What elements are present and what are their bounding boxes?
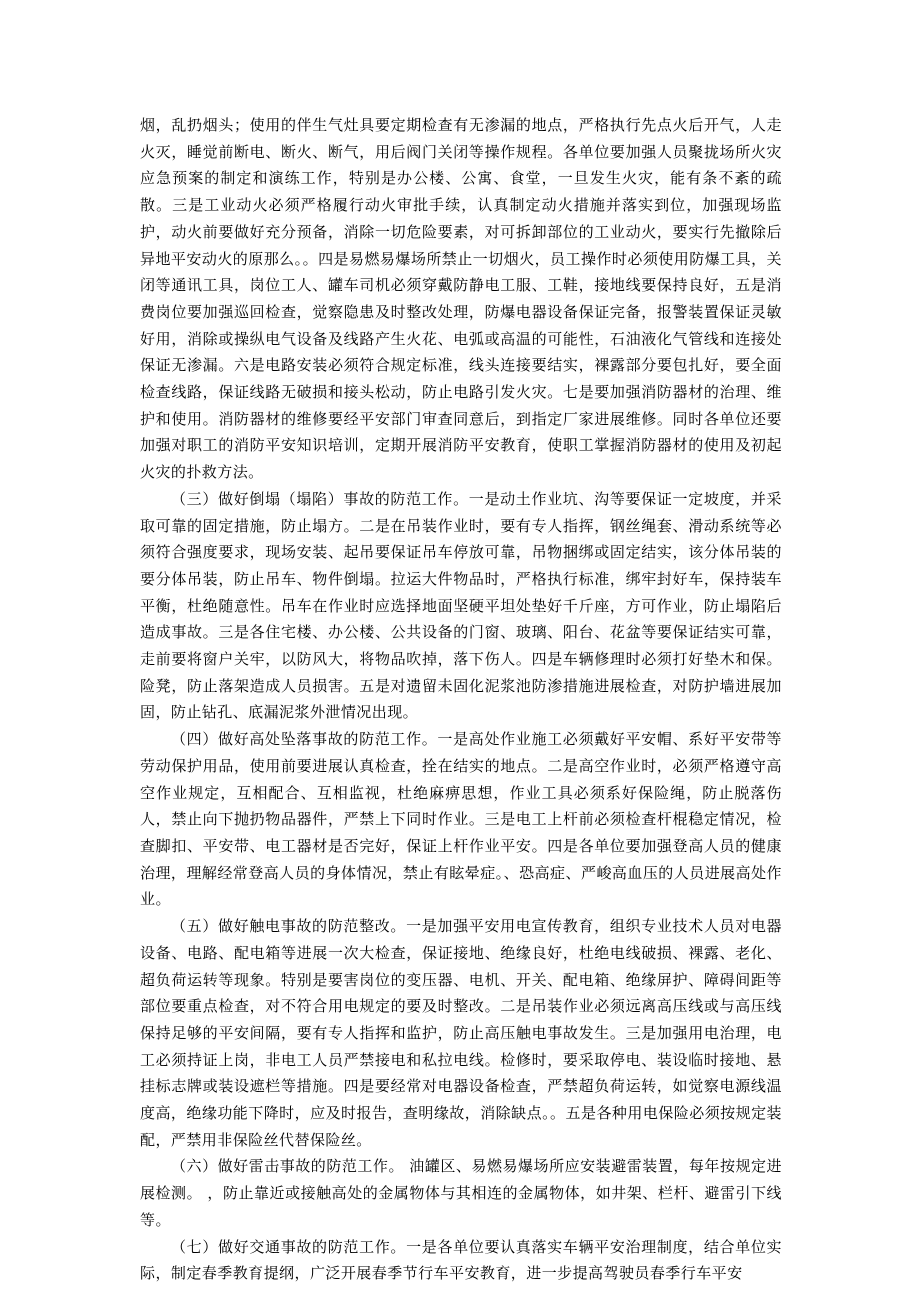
paragraph-electric-shock-prevention: （五）做好触电事故的防范整改。一是加强平安用电宣传教育，组织专业技术人员对电器设备、电路、配电箱等进展一次大检查，保证接地、绝缘良好，杜绝电线破损、裸露、老化、超负荷运转等现象。特别是要害岗位的变压器、电机、开关、配电箱、绝缘屏护、障碍间距等部位要重点检查，对不符合用电规定的要及时整改。二是吊装作业必须远离高压线或与高压线保持足够的平安间隔，要有专人指挥和监护，防止高压触电事故发生。三是加强用电治理，电工必须持证上岗，非电工人员严禁接电和私拉电线。检修时，要采取停电、装设临时接地、悬挂标志牌或装设遮栏等措施。四是要经常对电器设备检查，严禁超负荷运转，如觉察电源线温度高，绝缘功能下降时，应及时报告，查明缘故，消除缺点。。五是各种用电保险必须按规定装配，严禁用非保险丝代替保险丝。 <box>140 917 782 1149</box>
paragraph-fire-prevention-continued: 烟，乱扔烟头；使用的伴生气灶具要定期检查有无渗漏的地点，严格执行先点火后开气，人走火灭，睡觉前断电、断火、断气，用后阀门关闭等操作规程。各单位要加强人员聚拢场所火灾应急预案的制定和演练工作，特别是办公楼、公寓、食堂，一旦发生火灾，能有条不紊的疏散。三是工业动火必须严格履行动火审批手续，认真制定动火措施并落实到位，加强现场监护，动火前要做好充分预备，消除一切危险要素，对可拆卸部位的工业动火，要实行先撤除后异地平安动火的原那么。。四是易燃易爆场所禁止一切烟火，员工操作时必须使用防爆工具，关闭等通讯工具，岗位工人、罐车司机必须穿戴防静电工服、工鞋，接地线要保持良好，五是消费岗位要加强巡回检查，觉察隐患及时整改处理，防爆电器设备保证完备，报警装置保证灵敏好用，消除或操纵电气设备及线路产生火花、电弧或高温的可能性，石油液化气管线和连接处保证无渗漏。六是电路安装必须符合规定标准，线头连接要结实，裸露部分要包扎好，要全面检查线路，保证线路无破损和接头松动，防止电路引发火灾。七是要加强消防器材的治理、维护和使用。消防器材的维修要经平安部门审查同意后，到指定厂家进展维修。同时各单位还要加强对职工的消防平安知识培训，定期开展消防平安教育，使职工掌握消防器材的使用及初起火灾的扑救方法。 <box>140 116 782 482</box>
paragraph-collapse-prevention: （三）做好倒塌（塌陷）事故的防范工作。一是动土作业坑、沟等要保证一定坡度，并采取可靠的固定措施，防止塌方。二是在吊装作业时，要有专人指挥，钢丝绳套、滑动系统等必须符合强度要求，现场安装、起吊要保证吊车停放可靠，吊物捆绑或固定结实，该分体吊装的要分体吊装，防止吊车、物件倒塌。拉运大件物品时，严格执行标准，绑牢封好车，保持装车平衡，杜绝随意性。吊车在作业时应选择地面坚硬平坦处垫好千斤座，方可作业，防止塌陷后造成事故。三是各住宅楼、办公楼、公共设备的门窗、玻璃、阳台、花盆等要保证结实可靠，走前要将窗户关牢，以防风大，将物品吹掉，落下伤人。四是车辆修理时必须打好垫木和保。险凳，防止落架造成人员损害。五是对遗留未固化泥浆池防渗措施进展检查，对防护墙进展加固，防止钻孔、底漏泥浆外泄情况出现。 <box>140 489 782 722</box>
paragraph-fall-prevention: （四）做好高处坠落事故的防范工作。一是高处作业施工必须戴好平安帽、系好平安带等劳动保护用品，使用前要进展认真检查，拴在结实的地点。二是高空作业时，必须严格遵守高空作业规定，互相配合、互相监视，杜绝麻痹思想，作业工具必须系好保险绳，防止脱落伤人，禁止向下抛扔物品器件，严禁上下同时作业。三是电工上杆前必须检查杆棍稳定情况，检查脚扣、平安带、电工器材是否完好，保证上杆作业平安。四是各单位要加强登高人员的健康治理，理解经常登高人员的身体情况，禁止有眩晕症。、恐高症、严峻高血压的人员进展高处作业。 <box>140 730 782 909</box>
paragraph-lightning-prevention: （六）做好雷击事故的防范工作。 油罐区、易燃易爆场所应安装避雷装置，每年按规定进展检测。 ，防止靠近或接触高处的金属物体与其相连的金属物体，如井架、栏杆、避雷引下线等。 <box>140 1157 782 1229</box>
document-body <box>140 112 782 1287</box>
paragraph-traffic-prevention: （七）做好交通事故的防范工作。一是各单位要认真落实车辆平安治理制度，结合单位实际，制定春季教育提纲，广泛开展春季节行车平安教育，进一步提高驾驶员春季行车平安 <box>140 1237 782 1283</box>
